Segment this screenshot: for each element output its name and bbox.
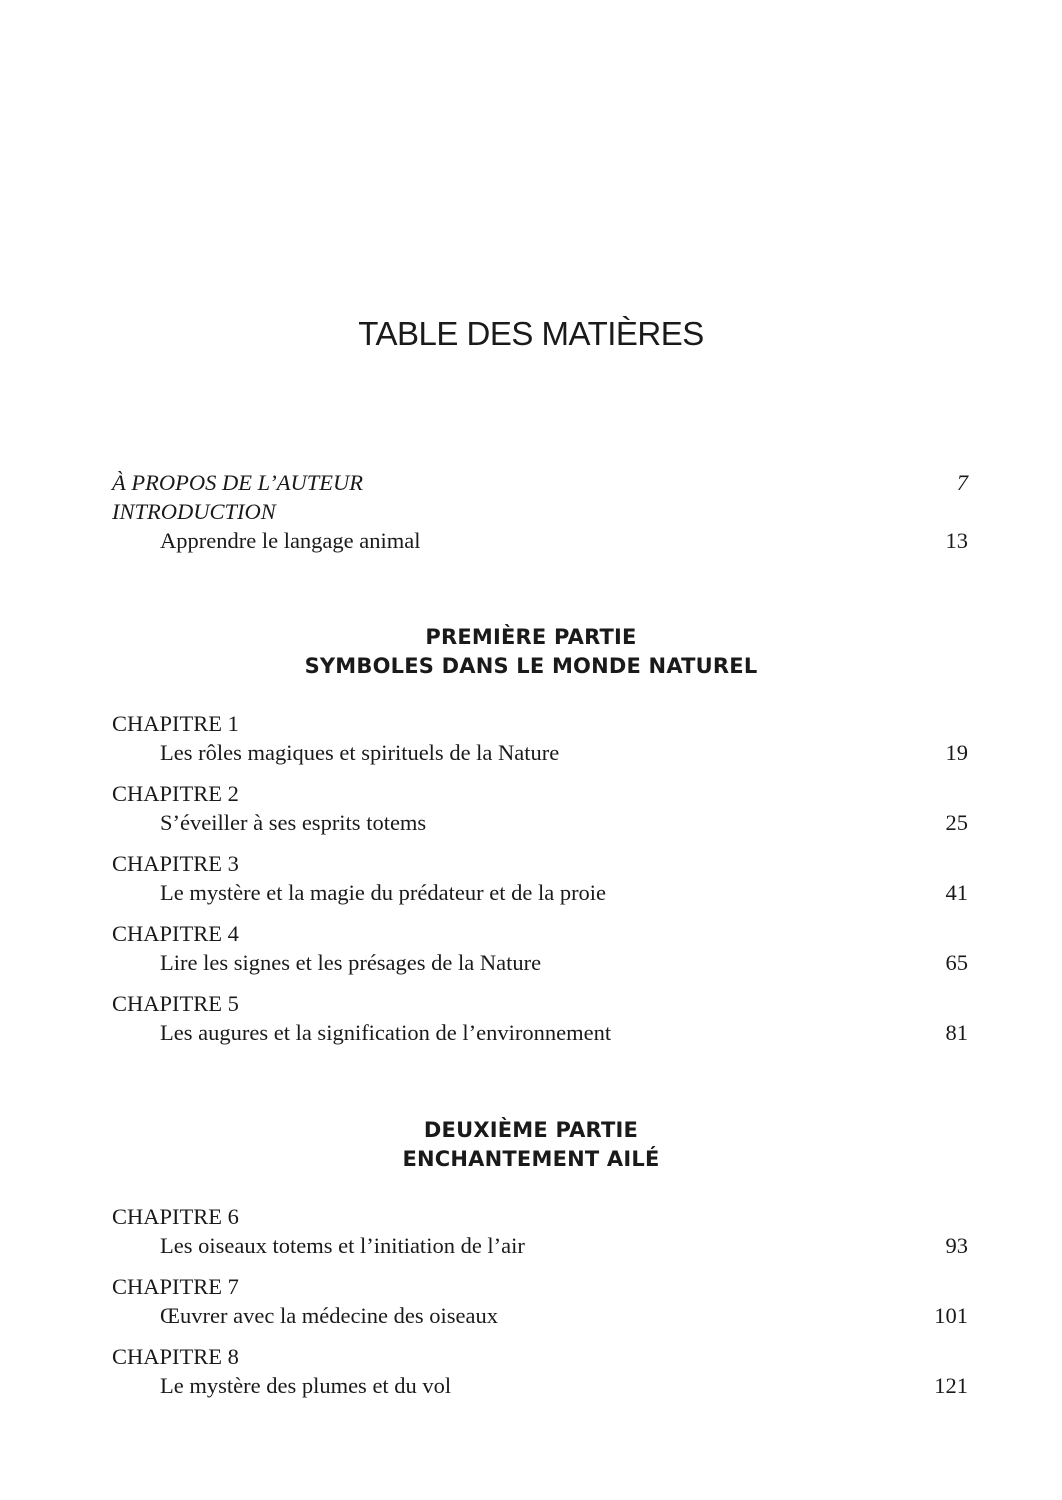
chapter-label: CHAPITRE 4 — [112, 921, 239, 946]
toc-entry-about-author[interactable] — [112, 468, 968, 498]
toc-page-number: 25 — [945, 810, 968, 835]
toc-page-number: 93 — [945, 1233, 968, 1258]
toc-page-number: 19 — [945, 740, 968, 765]
chapter-title: Les oiseaux totems et l’initiation de l’air — [160, 1233, 525, 1258]
chapter-2-heading[interactable] — [112, 779, 968, 809]
chapter-label: CHAPITRE 6 — [112, 1204, 239, 1229]
chapter-6-entry[interactable] — [112, 1231, 968, 1261]
chapter-label: CHAPITRE 5 — [112, 991, 239, 1016]
toc-page-number: 13 — [945, 528, 968, 553]
part-2-name: ENCHANTEMENT AILÉ — [402, 1147, 660, 1171]
chapter-label: CHAPITRE 8 — [112, 1344, 239, 1369]
part-1-name: SYMBOLES DANS LE MONDE NATUREL — [304, 654, 758, 678]
chapter-label: CHAPITRE 7 — [112, 1274, 239, 1299]
toc-page-number: 81 — [945, 1020, 968, 1045]
chapter-1-entry[interactable] — [112, 738, 968, 768]
chapter-8-entry[interactable] — [112, 1371, 968, 1401]
part-1-number: PREMIÈRE PARTIE — [425, 625, 637, 649]
chapter-1-heading[interactable] — [112, 709, 968, 739]
chapter-7-heading[interactable] — [112, 1272, 968, 1302]
part-2-number: DEUXIÈME PARTIE — [423, 1118, 639, 1142]
chapter-8-heading[interactable] — [112, 1342, 968, 1372]
chapter-title: Lire les signes et les présages de la Nature — [160, 950, 542, 975]
chapter-5-entry[interactable] — [112, 1018, 968, 1048]
chapter-title: S’éveiller à ses esprits totems — [160, 810, 427, 835]
toc-entry-label: INTRODUCTION — [112, 499, 276, 524]
chapter-title: Œuvrer avec la médecine des oiseaux — [160, 1303, 498, 1328]
toc-page-number: 101 — [934, 1303, 968, 1328]
toc-entry-label: Apprendre le langage animal — [160, 528, 421, 553]
chapter-label: CHAPITRE 3 — [112, 851, 239, 876]
chapter-3-entry[interactable] — [112, 878, 968, 908]
page-title: TABLE DES MATIÈRES — [358, 315, 704, 352]
chapter-7-entry[interactable] — [112, 1301, 968, 1331]
toc-entry-intro-title[interactable] — [112, 526, 968, 556]
toc-page-number: 7 — [956, 470, 968, 495]
chapter-label: CHAPITRE 2 — [112, 781, 239, 806]
chapter-title: Les rôles magiques et spirituels de la Nature — [160, 740, 560, 765]
chapter-2-entry[interactable] — [112, 808, 968, 838]
chapter-title: Les augures et la signification de l’environnement — [160, 1020, 612, 1045]
chapter-4-entry[interactable] — [112, 948, 968, 978]
toc-page-number: 41 — [945, 880, 968, 905]
chapter-title: Le mystère des plumes et du vol — [160, 1373, 452, 1398]
toc-page-number: 121 — [934, 1373, 968, 1398]
toc-entry-label: À PROPOS DE L’AUTEUR — [112, 470, 364, 495]
chapter-label: CHAPITRE 1 — [112, 711, 239, 736]
toc-page-number: 65 — [945, 950, 968, 975]
chapter-3-heading[interactable] — [112, 849, 968, 879]
toc-entry-introduction[interactable] — [112, 497, 968, 527]
chapter-4-heading[interactable] — [112, 919, 968, 949]
chapter-6-heading[interactable] — [112, 1202, 968, 1232]
chapter-5-heading[interactable] — [112, 989, 968, 1019]
chapter-title: Le mystère et la magie du prédateur et de la proie — [160, 880, 607, 905]
